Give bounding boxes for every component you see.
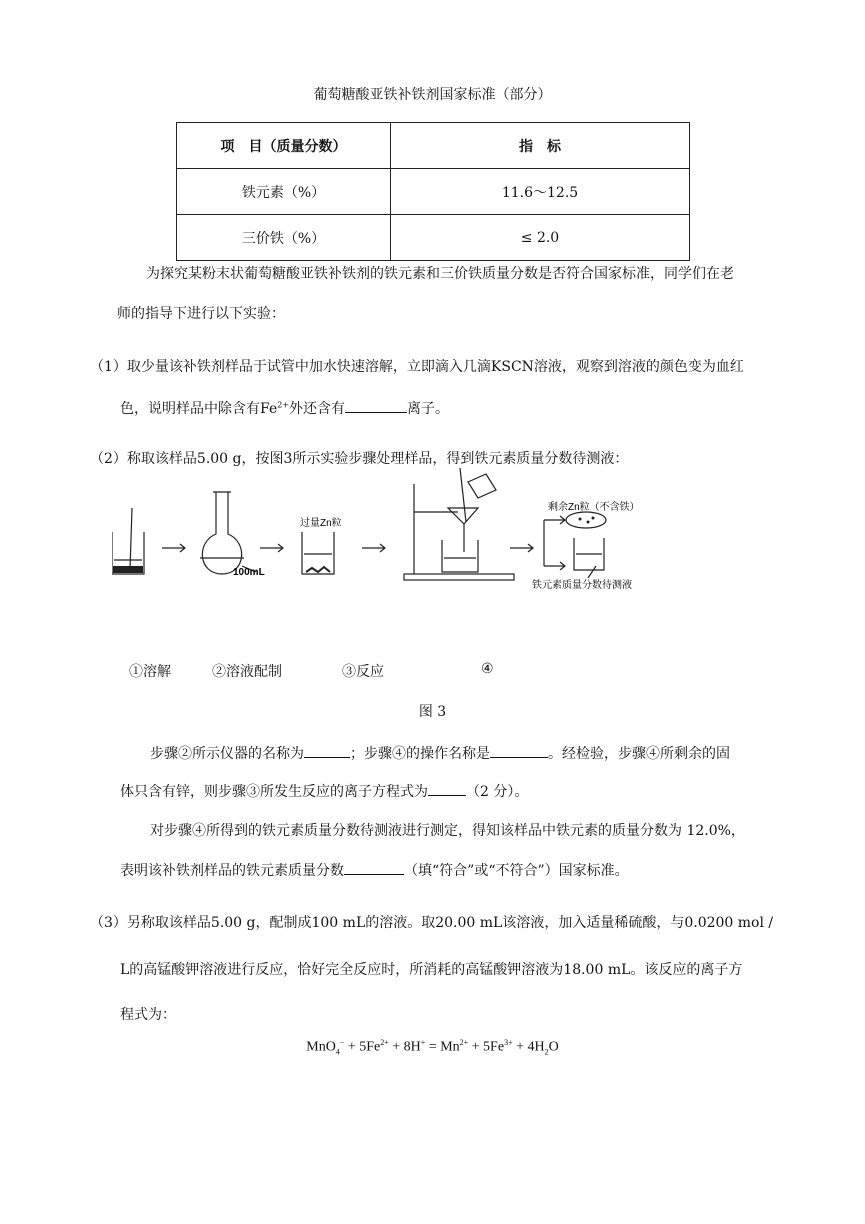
table-cell: 三价铁（%） [177, 215, 391, 261]
p2-line [120, 781, 528, 801]
volumetric-flask [202, 492, 241, 574]
p2-line [120, 860, 629, 880]
p2-text: 体只含有锌，则步骤③所发生反应的离子方程式为 [120, 784, 428, 800]
q1-line: （1）取少量该补铁剂样品于试管中加水快速溶解，立即滴入几滴KSCN溶液，观察到溶液的颜色变为血红 [90, 359, 744, 375]
eq-part: MnO [306, 1039, 336, 1055]
q1-text: 外还含有 [289, 401, 346, 417]
intro-line: 师的指导下进行以下实验： [117, 306, 285, 322]
eq-part: O [548, 1039, 559, 1055]
eq-sub: 4 [335, 1047, 340, 1057]
table-header-row [177, 123, 690, 169]
eq-sup: 3+ [504, 1038, 513, 1047]
intro-line: 为探究某粉末状葡萄糖酸亚铁补铁剂的铁元素和三价铁质量分数是否符合国家标准，同学们在老 [146, 266, 734, 282]
q1-text: 离子。 [407, 401, 450, 417]
experiment-figure [112, 462, 648, 592]
eq-part: + 8H [388, 1039, 421, 1055]
q1-line [120, 398, 449, 418]
step-label: ③反应 [342, 664, 384, 680]
table-row [177, 215, 690, 261]
residue-label: 剩余Zn粒（不含铁） [548, 502, 640, 513]
p2-text: 。经检验，步骤④所剩余的固 [548, 746, 730, 762]
q3-line: 程式为： [120, 1007, 176, 1023]
figure-caption: 图 3 [418, 704, 447, 720]
p2-text: ；步骤④的操作名称是 [350, 746, 490, 762]
p2-text: （填“符合”或“不符合”）国家标准。 [404, 863, 629, 879]
zn-label: 过量Zn粒 [300, 518, 342, 529]
p2-text: 表明该补铁剂样品的铁元素质量分数 [120, 863, 344, 879]
q2-line: （2）称取该样品5.00 g，按图3所示实验步骤处理样品，得到铁元素质量分数待测液： [90, 451, 629, 467]
step-label: ②溶液配制 [212, 664, 282, 680]
ionic-equation [0, 1038, 865, 1056]
table-header: 项 目（质量分数） [177, 123, 391, 169]
eq-part: + 4H [512, 1039, 545, 1055]
q3-line: L的高锰酸钾溶液进行反应，恰好完全反应时，所消耗的高锰酸钾溶液为18.00 mL。该反应的离子方 [120, 962, 743, 978]
funnel [448, 508, 478, 524]
eq-sub: 2 [544, 1047, 549, 1057]
step-label: ①溶解 [129, 664, 171, 680]
standard-table [176, 122, 690, 261]
receiving-beaker [442, 540, 478, 572]
beaker-3 [302, 532, 334, 574]
eq-part: = Mn [425, 1039, 460, 1055]
pouring-beaker [468, 474, 496, 498]
q1-text: 色，说明样品中除含有Fe [120, 401, 278, 417]
eq-sup: − [339, 1038, 345, 1047]
p2-text: （2 分）。 [466, 784, 529, 800]
glass-rod [130, 508, 132, 570]
answer-blank[interactable] [428, 781, 466, 796]
ion-charge: 2+ [277, 400, 290, 410]
p2-line [150, 743, 730, 763]
answer-blank[interactable] [490, 743, 548, 758]
answer-blank[interactable] [304, 743, 350, 758]
q3-line: （3）另称取该样品5.00 g，配制成100 mL的溶液。取20.00 mL该溶液，加入适量稀硫酸，与0.0200 mol / [90, 915, 774, 931]
table-cell: 铁元素（%） [177, 169, 391, 215]
eq-sup: 2+ [459, 1038, 469, 1047]
table-row [177, 169, 690, 215]
p2-line: 对步骤④所得到的铁元素质量分数待测液进行测定，得知该样品中铁元素的质量分数为 12.0%， [150, 823, 745, 839]
answer-blank[interactable] [345, 398, 407, 413]
step-label: ④ [481, 661, 494, 677]
eq-part: + 5Fe [468, 1039, 505, 1055]
table-cell: 11.6～12.5 [391, 169, 690, 215]
p2-text: 步骤②所示仪器的名称为 [150, 746, 304, 762]
eq-sup: + [420, 1038, 426, 1047]
flask-label: 100mL [233, 567, 265, 578]
table-header: 指 标 [391, 123, 690, 169]
eq-part: + 5Fe [344, 1039, 381, 1055]
answer-blank[interactable] [344, 860, 404, 875]
filtrate-label: 铁元素质量分数待测液 [532, 580, 632, 591]
zn-residue [566, 512, 606, 528]
table-cell: ≤ 2.0 [391, 215, 690, 261]
page-title: 葡萄糖酸亚铁补铁剂国家标准（部分） [313, 87, 552, 103]
eq-sup: 2+ [380, 1038, 389, 1047]
